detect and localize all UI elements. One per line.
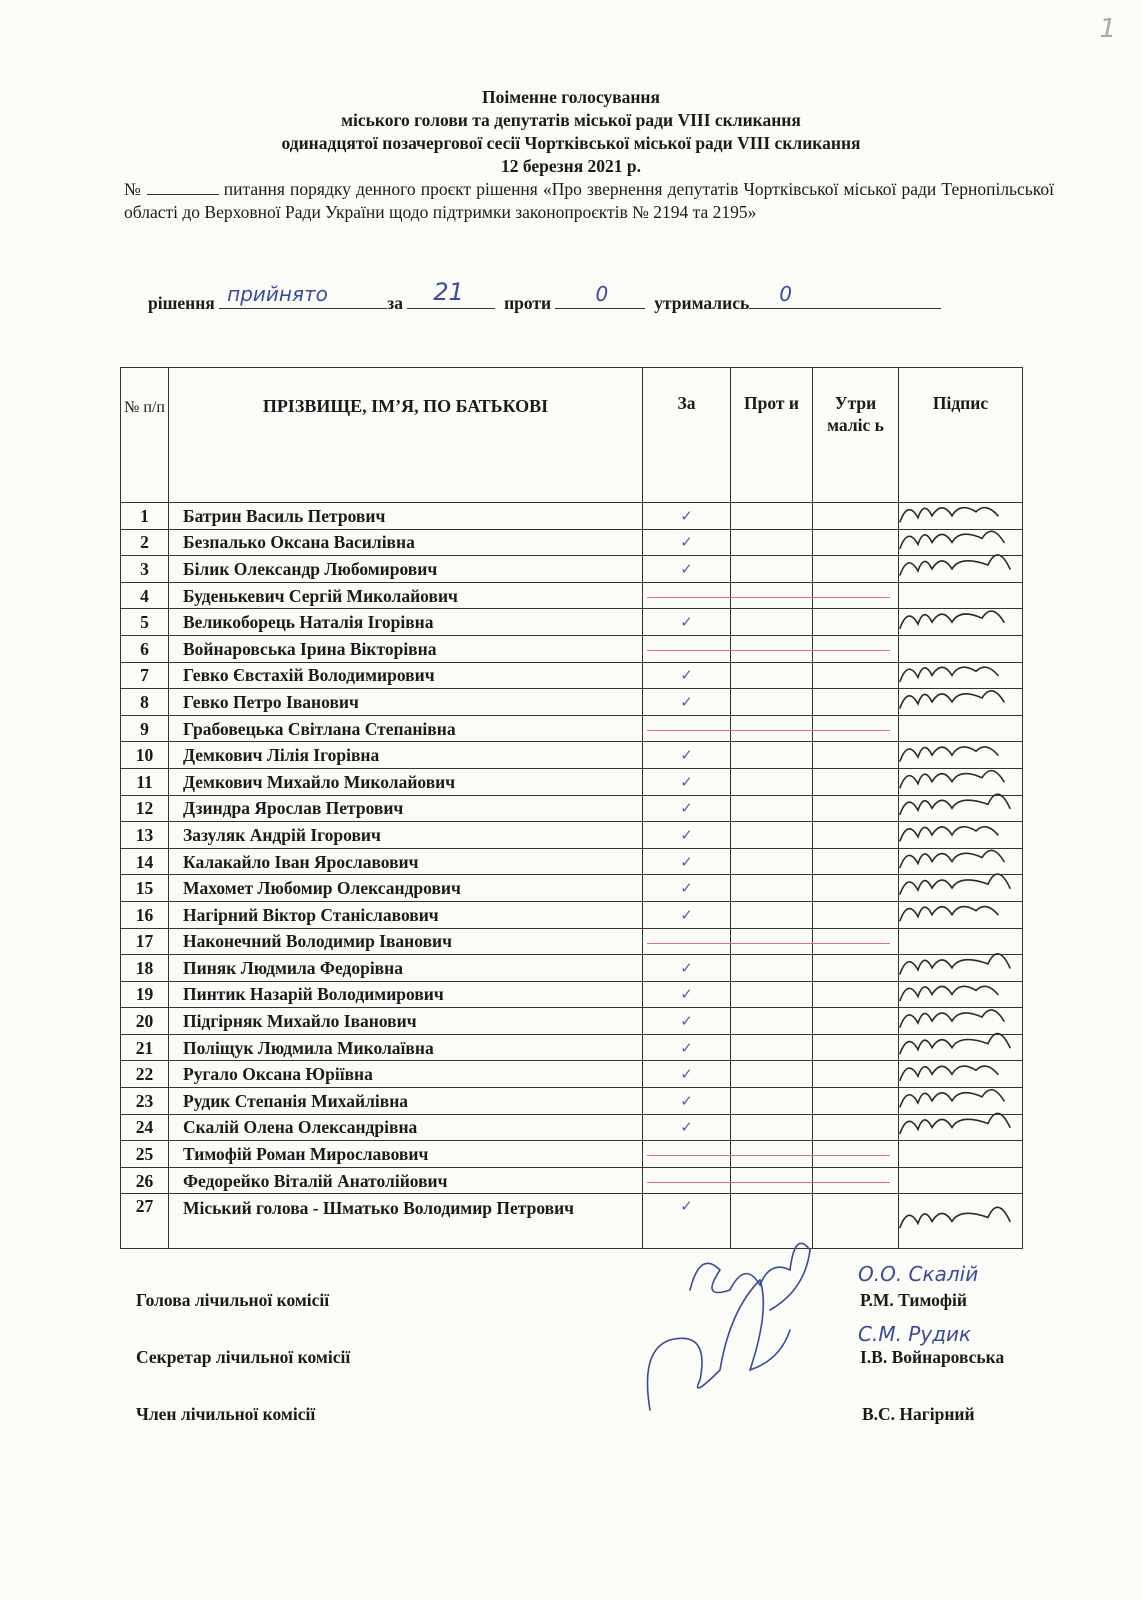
chair-label: Голова лічильної комісії	[136, 1290, 330, 1310]
vote-for-cell	[643, 1194, 731, 1249]
vote-abstained-cell	[813, 1194, 899, 1249]
row-number: 8	[121, 689, 169, 716]
vote-against-cell	[731, 848, 813, 875]
table-row	[121, 901, 1023, 928]
vote-for-cell	[643, 928, 731, 955]
vote-for-cell	[643, 768, 731, 795]
table-row	[121, 928, 1023, 955]
question-number-blank	[147, 180, 219, 195]
votes-table-body	[121, 503, 1023, 1249]
vote-abstained-cell	[813, 529, 899, 556]
row-number: 4	[121, 582, 169, 609]
vote-abstained-cell	[813, 1141, 899, 1168]
table-row	[121, 503, 1023, 530]
check-mark-icon: ✓	[680, 772, 693, 791]
signature-cell	[899, 662, 1023, 689]
signature-cell	[899, 609, 1023, 636]
vote-for-cell	[643, 795, 731, 822]
row-number: 15	[121, 875, 169, 902]
secretary-name: І.В. Войнаровська	[860, 1347, 1005, 1367]
check-mark-icon: ✓	[680, 692, 693, 711]
chair-handwritten-name: О.О. Скалій	[858, 1262, 979, 1286]
signature-cell	[899, 822, 1023, 849]
deputy-name: Калакайло Іван Ярославович	[169, 848, 643, 875]
signature-cell	[899, 503, 1023, 530]
document-header	[0, 86, 1142, 178]
table-row	[121, 768, 1023, 795]
vote-abstained-cell	[813, 1008, 899, 1035]
table-row	[121, 875, 1023, 902]
signature-cell	[899, 955, 1023, 982]
deputy-name: Пиняк Людмила Федорівна	[169, 955, 643, 982]
decision-summary	[148, 278, 941, 314]
signature-cell	[899, 1034, 1023, 1061]
abstained-label: утримались	[654, 293, 750, 313]
table-row	[121, 609, 1023, 636]
votes-table	[120, 367, 1023, 1249]
vote-for-cell	[643, 503, 731, 530]
check-mark-icon: ✓	[680, 825, 693, 844]
vote-abstained-cell	[813, 848, 899, 875]
vote-for-cell	[643, 1061, 731, 1088]
check-mark-icon: ✓	[680, 1118, 693, 1137]
deputy-name: Федорейко Віталій Анатолійович	[169, 1167, 643, 1194]
chair-name: Р.М. Тимофій	[860, 1290, 967, 1310]
header-signature: Підпис	[899, 368, 1023, 503]
vote-against-cell	[731, 955, 813, 982]
vote-for-cell	[643, 955, 731, 982]
table-row	[121, 1194, 1023, 1249]
vote-for-cell	[643, 529, 731, 556]
vote-for-cell	[643, 582, 731, 609]
table-row	[121, 529, 1023, 556]
deputy-name: Демкович Лілія Ігорівна	[169, 742, 643, 769]
vote-abstained-cell	[813, 1088, 899, 1115]
vote-abstained-cell	[813, 1034, 899, 1061]
header-date: 12 березня 2021 р.	[500, 156, 642, 176]
vote-abstained-cell	[813, 715, 899, 742]
deputy-name: Підгірняк Михайло Іванович	[169, 1008, 643, 1035]
table-row	[121, 1034, 1023, 1061]
vote-abstained-cell	[813, 662, 899, 689]
question-number-prefix: №	[124, 179, 142, 199]
table-row	[121, 635, 1023, 662]
deputy-name: Дзиндра Ярослав Петрович	[169, 795, 643, 822]
vote-abstained-cell	[813, 1114, 899, 1141]
vote-abstained-cell	[813, 1061, 899, 1088]
row-number: 21	[121, 1034, 169, 1061]
signature-cell	[899, 795, 1023, 822]
row-number: 6	[121, 635, 169, 662]
vote-abstained-cell	[813, 503, 899, 530]
for-label: за	[387, 293, 403, 313]
vote-abstained-cell	[813, 901, 899, 928]
signature-cell	[899, 742, 1023, 769]
check-mark-icon: ✓	[680, 905, 693, 924]
deputy-name: Батрин Василь Петрович	[169, 503, 643, 530]
question-text: питання порядку денного проєкт рішення «Про звернення депутатів Чортківської міської ради Тернопільської області до Верховної Ради України щодо підтримки законопроєктів № 2194 та 2195»	[124, 179, 1055, 222]
check-mark-icon: ✓	[680, 613, 693, 632]
vote-against-cell	[731, 768, 813, 795]
row-number: 2	[121, 529, 169, 556]
table-row	[121, 662, 1023, 689]
deputy-name: Демкович Михайло Миколайович	[169, 768, 643, 795]
signature-cell	[899, 1167, 1023, 1194]
row-number: 9	[121, 715, 169, 742]
deputy-name: Наконечний Володимир Іванович	[169, 928, 643, 955]
vote-abstained-cell	[813, 1167, 899, 1194]
vote-against-cell	[731, 1114, 813, 1141]
against-label: проти	[504, 293, 552, 313]
table-row	[121, 1061, 1023, 1088]
vote-for-cell	[643, 1114, 731, 1141]
secretary-label: Секретар лічильної комісії	[136, 1347, 351, 1367]
row-number: 11	[121, 768, 169, 795]
signature-cell	[899, 901, 1023, 928]
row-number: 22	[121, 1061, 169, 1088]
check-mark-icon: ✓	[680, 1065, 693, 1084]
vote-against-cell	[731, 742, 813, 769]
signature-cell	[899, 556, 1023, 583]
table-row	[121, 582, 1023, 609]
deputy-name: Безпалько Оксана Василівна	[169, 529, 643, 556]
table-row	[121, 955, 1023, 982]
header-name: ПРІЗВИЩЕ, ІМ’Я, ПО БАТЬКОВІ	[169, 368, 643, 503]
header-for: За	[643, 368, 731, 503]
agenda-question	[124, 178, 1054, 224]
check-mark-icon: ✓	[680, 852, 693, 871]
signature-cell	[899, 715, 1023, 742]
deputy-name: Тимофій Роман Мирославович	[169, 1141, 643, 1168]
row-number: 20	[121, 1008, 169, 1035]
table-row	[121, 742, 1023, 769]
abstained-field	[749, 282, 941, 309]
vote-for-cell	[643, 742, 731, 769]
table-row	[121, 689, 1023, 716]
vote-against-cell	[731, 1008, 813, 1035]
check-mark-icon: ✓	[680, 799, 693, 818]
signature-cell	[899, 875, 1023, 902]
vote-for-cell	[643, 1141, 731, 1168]
vote-for-cell	[643, 1008, 731, 1035]
row-number: 18	[121, 955, 169, 982]
check-mark-icon: ✓	[680, 1197, 693, 1216]
vote-against-cell	[731, 1061, 813, 1088]
vote-abstained-cell	[813, 928, 899, 955]
deputy-name: Рудик Степанія Михайлівна	[169, 1088, 643, 1115]
vote-against-cell	[731, 1088, 813, 1115]
row-number: 5	[121, 609, 169, 636]
vote-against-cell	[731, 662, 813, 689]
deputy-name: Скалій Олена Олександрівна	[169, 1114, 643, 1141]
deputy-name: Войнаровська Ірина Вікторівна	[169, 635, 643, 662]
vote-abstained-cell	[813, 795, 899, 822]
abstained-value: 0	[779, 282, 792, 306]
vote-against-cell	[731, 1194, 813, 1249]
vote-against-cell	[731, 795, 813, 822]
vote-abstained-cell	[813, 689, 899, 716]
check-mark-icon: ✓	[680, 958, 693, 977]
signature-cell	[899, 689, 1023, 716]
deputy-name: Махомет Любомир Олександрович	[169, 875, 643, 902]
deputy-name: Гевко Петро Іванович	[169, 689, 643, 716]
vote-for-cell	[643, 609, 731, 636]
header-subtitle: міського голови та депутатів міської ради VIII скликання	[341, 110, 801, 130]
vote-abstained-cell	[813, 609, 899, 636]
deputy-name: Гевко Євстахій Володимирович	[169, 662, 643, 689]
table-row	[121, 822, 1023, 849]
vote-for-cell	[643, 689, 731, 716]
row-number: 10	[121, 742, 169, 769]
page-number: 1	[1099, 14, 1116, 44]
signature-cell	[899, 768, 1023, 795]
chair-signature	[690, 1243, 810, 1310]
table-row	[121, 1141, 1023, 1168]
row-number: 24	[121, 1114, 169, 1141]
vote-against-cell	[731, 689, 813, 716]
check-mark-icon: ✓	[680, 1012, 693, 1031]
vote-against-cell	[731, 715, 813, 742]
check-mark-icon: ✓	[680, 666, 693, 685]
deputy-name: Зазуляк Андрій Ігорович	[169, 822, 643, 849]
row-number: 12	[121, 795, 169, 822]
table-row	[121, 1008, 1023, 1035]
member-label: Член лічильної комісії	[136, 1404, 316, 1424]
row-number: 3	[121, 556, 169, 583]
row-number: 16	[121, 901, 169, 928]
signature-cell	[899, 1061, 1023, 1088]
table-header-row	[121, 368, 1023, 503]
deputy-name: Нагірний Віктор Станіславович	[169, 901, 643, 928]
deputy-name: Грабовецька Світлана Степанівна	[169, 715, 643, 742]
deputy-name: Великоборець Наталія Ігорівна	[169, 609, 643, 636]
vote-against-cell	[731, 556, 813, 583]
vote-for-cell	[643, 875, 731, 902]
vote-abstained-cell	[813, 768, 899, 795]
check-mark-icon: ✓	[680, 1091, 693, 1110]
check-mark-icon: ✓	[680, 1038, 693, 1057]
header-title: Поіменне голосування	[482, 87, 660, 107]
vote-abstained-cell	[813, 742, 899, 769]
vote-for-cell	[643, 1088, 731, 1115]
signature-cell	[899, 635, 1023, 662]
for-value: 21	[433, 278, 464, 306]
decision-field	[219, 282, 387, 309]
table-row	[121, 848, 1023, 875]
check-mark-icon: ✓	[680, 879, 693, 898]
signature-cell	[899, 1141, 1023, 1168]
row-number: 23	[121, 1088, 169, 1115]
table-row	[121, 1167, 1023, 1194]
header-abstained: Утри маліс ь	[813, 368, 899, 503]
vote-against-cell	[731, 1034, 813, 1061]
vote-abstained-cell	[813, 955, 899, 982]
against-value: 0	[595, 282, 609, 306]
check-mark-icon: ✓	[680, 559, 693, 578]
deputy-name: Білик Олександр Любомирович	[169, 556, 643, 583]
vote-for-cell	[643, 981, 731, 1008]
for-field	[407, 278, 495, 309]
vote-for-cell	[643, 556, 731, 583]
deputy-name: Ругало Оксана Юріївна	[169, 1061, 643, 1088]
secretary-signature	[648, 1280, 791, 1410]
header-against: Прот и	[731, 368, 813, 503]
deputy-name: Міський голова - Шматько Володимир Петрович	[169, 1194, 643, 1249]
vote-against-cell	[731, 635, 813, 662]
row-number: 19	[121, 981, 169, 1008]
vote-abstained-cell	[813, 875, 899, 902]
vote-against-cell	[731, 503, 813, 530]
vote-against-cell	[731, 928, 813, 955]
vote-abstained-cell	[813, 635, 899, 662]
vote-for-cell	[643, 635, 731, 662]
signature-cell	[899, 529, 1023, 556]
vote-for-cell	[643, 848, 731, 875]
check-mark-icon: ✓	[680, 985, 693, 1004]
row-number: 13	[121, 822, 169, 849]
secretary-handwritten-name: С.М. Рудик	[858, 1322, 972, 1346]
check-mark-icon: ✓	[680, 746, 693, 765]
row-number: 26	[121, 1167, 169, 1194]
vote-against-cell	[731, 529, 813, 556]
signature-cell	[899, 1194, 1023, 1249]
vote-against-cell	[731, 875, 813, 902]
row-number: 14	[121, 848, 169, 875]
table-row	[121, 981, 1023, 1008]
deputy-name: Буденькевич Сергій Миколайович	[169, 582, 643, 609]
vote-against-cell	[731, 1167, 813, 1194]
check-mark-icon: ✓	[680, 533, 693, 552]
header-session: одинадцятої позачергової сесії Чортківської міської ради VIII скликання	[281, 133, 861, 153]
vote-against-cell	[731, 1141, 813, 1168]
vote-against-cell	[731, 901, 813, 928]
row-number: 27	[121, 1194, 169, 1249]
signature-cell	[899, 1114, 1023, 1141]
row-number: 25	[121, 1141, 169, 1168]
check-mark-icon: ✓	[680, 506, 693, 525]
commission-signatures	[648, 1243, 811, 1410]
member-name: В.С. Нагірний	[862, 1404, 975, 1424]
signature-cell	[899, 928, 1023, 955]
vote-against-cell	[731, 822, 813, 849]
vote-abstained-cell	[813, 822, 899, 849]
table-row	[121, 1088, 1023, 1115]
vote-for-cell	[643, 1034, 731, 1061]
vote-abstained-cell	[813, 582, 899, 609]
vote-abstained-cell	[813, 981, 899, 1008]
vote-abstained-cell	[813, 556, 899, 583]
signature-cell	[899, 848, 1023, 875]
table-row	[121, 795, 1023, 822]
row-number: 17	[121, 928, 169, 955]
row-number: 1	[121, 503, 169, 530]
table-row	[121, 1114, 1023, 1141]
decision-value: прийнято	[227, 282, 328, 306]
vote-against-cell	[731, 609, 813, 636]
against-field	[555, 282, 645, 309]
row-number: 7	[121, 662, 169, 689]
decision-label: рішення	[148, 293, 215, 313]
vote-against-cell	[731, 981, 813, 1008]
vote-against-cell	[731, 582, 813, 609]
signature-cell	[899, 981, 1023, 1008]
table-row	[121, 715, 1023, 742]
deputy-name: Поліщук Людмила Миколаївна	[169, 1034, 643, 1061]
vote-for-cell	[643, 822, 731, 849]
table-row	[121, 556, 1023, 583]
vote-for-cell	[643, 715, 731, 742]
deputy-name: Пинтик Назарій Володимирович	[169, 981, 643, 1008]
signature-cell	[899, 582, 1023, 609]
vote-for-cell	[643, 662, 731, 689]
vote-for-cell	[643, 901, 731, 928]
header-num: № п/п	[121, 368, 169, 503]
signature-cell	[899, 1008, 1023, 1035]
vote-for-cell	[643, 1167, 731, 1194]
signature-cell	[899, 1088, 1023, 1115]
